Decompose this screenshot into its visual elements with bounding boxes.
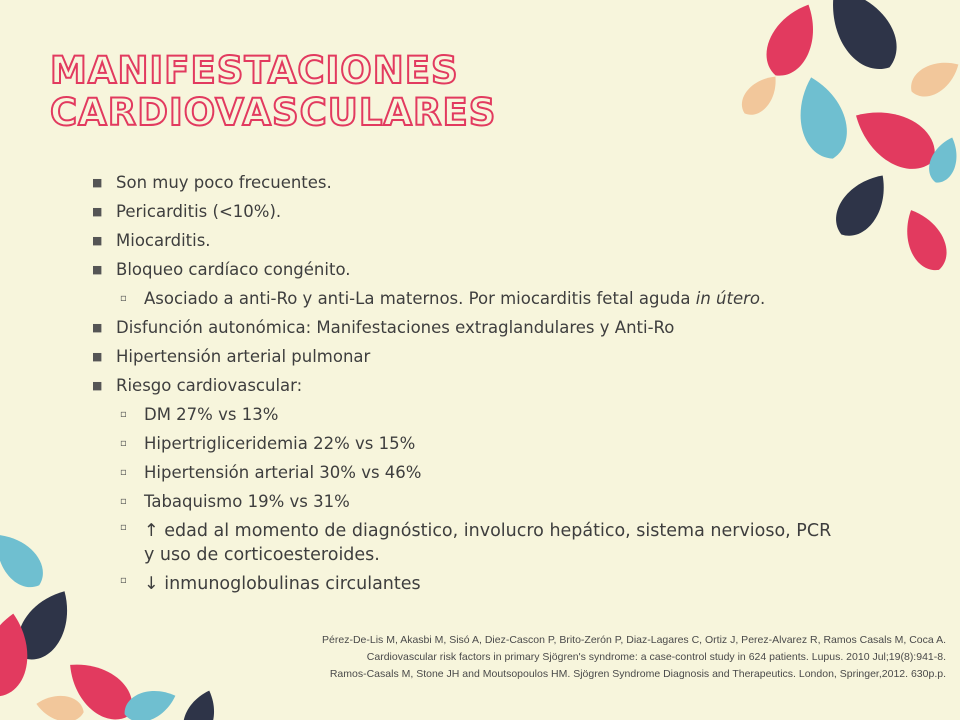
bullet-marker: ■	[92, 263, 103, 276]
sub-item-italic: in útero	[695, 289, 760, 308]
sub-bullet-marker: ▫	[120, 575, 127, 586]
bullet-marker: ■	[92, 205, 103, 218]
bullet-marker: ■	[92, 321, 103, 334]
title-line-2: CARDIOVASCULARES	[50, 91, 497, 134]
sub-item-text: Hipertrigliceridemia 22% vs 15%	[144, 434, 416, 453]
references	[316, 632, 946, 683]
sub-list-item	[120, 458, 842, 487]
sub-bullet-marker: ▫	[120, 409, 127, 420]
sub-list-item	[120, 569, 842, 598]
list-item-text: Disfunción autonómica: Manifestaciones extraglandulares y Anti-Ro	[116, 318, 675, 337]
bullet-list	[92, 168, 842, 598]
list-item-text: Miocarditis.	[116, 231, 211, 250]
sub-list-item	[120, 487, 842, 516]
sub-item-text: Hipertensión arterial 30% vs 46%	[144, 463, 422, 482]
list-item	[92, 197, 842, 226]
petal-navy	[814, 0, 910, 82]
sub-item-text: ↑ edad al momento de diagnóstico, involucro hepático, sistema nervioso, PCR y uso de corticoesteroides.	[144, 521, 832, 565]
bullet-marker: ■	[92, 379, 103, 392]
title-line-1: MANIFESTACIONES	[50, 49, 459, 92]
list-item	[92, 342, 842, 371]
list-item	[92, 255, 842, 284]
petal-peach	[735, 69, 785, 122]
list-item	[92, 226, 842, 255]
reference-1: Pérez-De-Lis M, Akasbi M, Sisó A, Diez-Cascon P, Brito-Zerón P, Diaz-Lagares C, Ortiz J, Perez-Alvarez R, Ramos Casals M, Coca A. Cardiovascular risk factors in primary Sjögren's syndrome: a case-control study in 624 patients. Lupus. 2010 Jul;19(8):941-8.	[322, 634, 946, 663]
list-item-text: Pericarditis (<10%).	[116, 202, 282, 221]
list-item-text: Son muy poco frecuentes.	[116, 173, 332, 192]
slide-title	[50, 50, 650, 134]
sub-bullet-marker: ▫	[120, 293, 127, 304]
sub-item-text: Asociado a anti-Ro y anti-La maternos. Por miocarditis fetal aguda	[144, 289, 696, 308]
sub-item-end: .	[760, 289, 766, 308]
reference-2: Ramos-Casals M, Stone JH and Moutsopoulos HM. Sjögren Syndrome Diagnosis and Therapeutics. London, Springer,2012. 630p.p.	[329, 668, 946, 680]
petal-peach	[905, 52, 960, 104]
list-item	[92, 168, 842, 197]
petal-peach	[34, 691, 86, 720]
bullet-marker: ■	[92, 350, 103, 363]
sub-list-item	[120, 284, 842, 313]
sub-bullet-marker: ▫	[120, 438, 127, 449]
list-item-text: Riesgo cardiovascular:	[116, 376, 303, 395]
bullet-marker: ■	[92, 234, 103, 247]
petal-blue	[790, 72, 854, 165]
sub-bullet-marker: ▫	[120, 467, 127, 478]
list-item	[92, 371, 842, 400]
sub-bullet-marker: ▫	[120, 496, 127, 507]
list-item-text: Bloqueo cardíaco congénito.	[116, 260, 351, 279]
sub-item-text: DM 27% vs 13%	[144, 405, 279, 424]
sub-bullet-marker: ▫	[120, 522, 127, 533]
list-item	[92, 313, 842, 342]
sub-list-item	[120, 516, 842, 569]
petal-pink	[895, 203, 954, 277]
sub-item-text: Tabaquismo 19% vs 31%	[144, 492, 350, 511]
sub-list-item	[120, 429, 842, 458]
petal-navy	[177, 686, 222, 720]
sub-list-item	[120, 400, 842, 429]
list-item-text: Hipertensión arterial pulmonar	[116, 347, 371, 366]
bullet-marker: ■	[92, 176, 103, 189]
petal-pink	[757, 0, 827, 84]
sub-item-text: ↓ inmunoglobulinas circulantes	[144, 574, 421, 594]
petal-blue	[0, 524, 52, 597]
